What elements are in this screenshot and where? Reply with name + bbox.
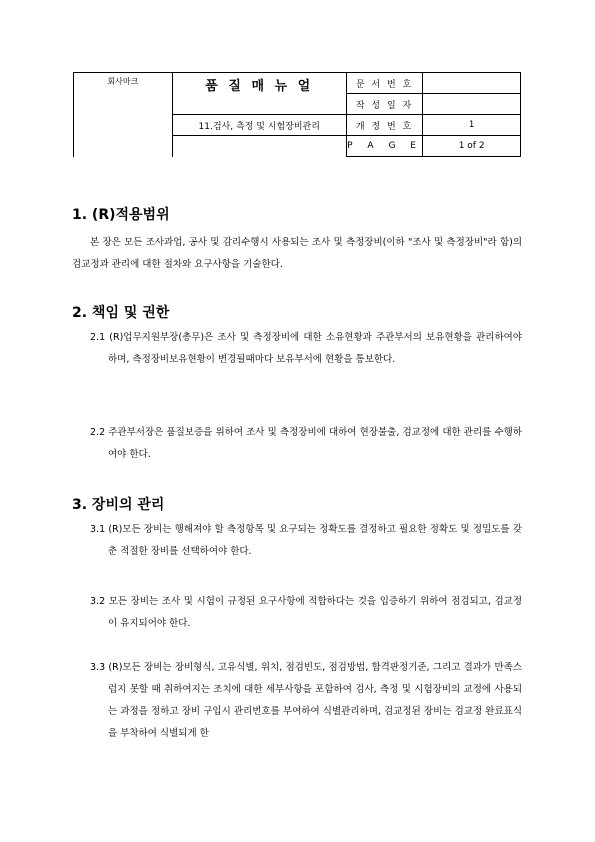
doc-number-value — [423, 73, 521, 94]
section-3-3-text: 3.3 (R)모든 장비는 장비형식, 고유식별, 위치, 점검빈도, 점검방법, 합격판정기준, 그리고 결과가 만족스럽지 못할 때 취하여지는 조치에 대한 세부사항을 포함하여 검사, 측정 및 시험장비의 교정에 사용되는 과정을 정하고 장비 구입시 관리번호를 부여하여 식별관리하며, 검교정된 장비는 검교정 완료표식을 부착하여 식별되게 한 — [90, 662, 522, 739]
section-3-heading: 3. 장비의 관리 — [72, 497, 165, 513]
section-2-heading: 2. 책임 및 권한 — [72, 305, 170, 321]
page-value: 1 of 2 — [423, 136, 521, 157]
page-label: P A G E — [346, 136, 423, 157]
section-3-1-text: 3.1 (R)모든 장비는 행해져야 할 측정항목 및 요구되는 정확도를 결정하고 필요한 정확도 및 정밀도를 갖춘 적절한 장비를 선택하여야 한다. — [90, 524, 522, 557]
section-3-2-text: 3.2 모든 장비는 조사 및 시험이 규정된 요구사항에 적합하다는 것을 입증하기 위하여 점검되고, 검교정이 유지되어야 한다. — [90, 596, 522, 629]
section-1-heading: 1. (R)적용범위 — [72, 207, 170, 223]
manual-title: 품 질 매 뉴 얼 — [172, 73, 346, 115]
document-header-table — [73, 72, 521, 157]
created-date-value — [423, 94, 521, 115]
company-logo-placeholder: 회사마크 — [74, 73, 173, 157]
section-2-2-text: 2.2 주관부서장은 품질보증을 위하여 조사 및 측정장비에 대하여 현장불출, 검교정에 대한 관리를 수행하여야 한다. — [90, 427, 522, 460]
revision-number-label: 개 정 번 호 — [346, 115, 423, 136]
blank-cell — [172, 136, 346, 157]
chapter-subtitle: 11.검사, 측정 및 시험장비관리 — [172, 115, 346, 136]
revision-number-value: 1 — [423, 115, 521, 136]
doc-number-label: 문 서 번 호 — [346, 73, 423, 94]
section-2-1-text: 2.1 (R)업무지원부장(총무)은 조사 및 측정장비에 대한 소유현황과 주관부서의 보유현황을 관리하여야 하며, 측정장비보유현황이 변경될때마다 보유부서에 현황을 통보한다. — [90, 332, 522, 365]
section-1-text: 본 장은 모든 조사과업, 공사 및 감리수행시 사용되는 조사 및 측정장비(이하 "조사 및 측정장비"라 함)의 검교정과 관리에 대한 절차와 요구사항을 기술한다. — [72, 237, 522, 270]
created-date-label: 작 성 일 자 — [346, 94, 423, 115]
